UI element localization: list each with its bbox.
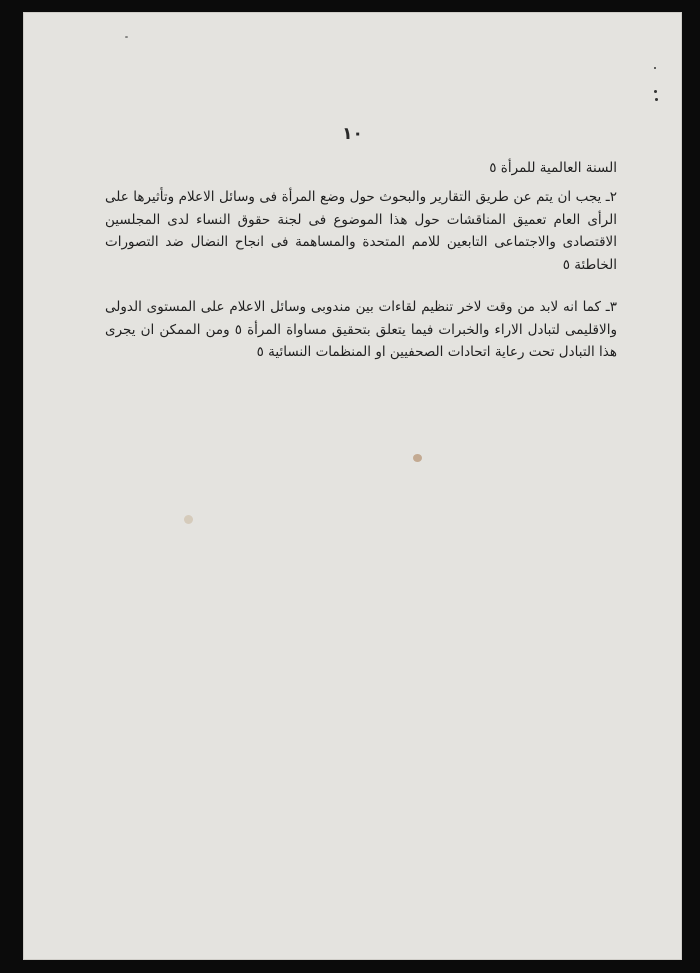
paper-stain — [413, 454, 422, 462]
document-page — [23, 12, 682, 960]
paper-stain — [184, 515, 193, 524]
margin-mark — [654, 90, 657, 93]
paragraph-3: ٣ـ كما انه لابد من وقت لاخر تنظيم لقاءات بين مندوبى وسائل الاعلام على المستوى الدولى والاقليمى لتبادل الاراء والخبرات فيما يتعلق بتحقيق مساواة المرأة ٥ ومن الممكن ان يجرى هذا التبادل تحت رعاية اتحادات الصحفيين او المنظمات النسائية ٥ — [105, 299, 617, 361]
section-heading: السنة العالمية للمرأة ٥ — [489, 160, 617, 176]
page-number: ١٠ — [342, 124, 363, 144]
paragraph-2: ٢ـ يجب ان يتم عن طريق التقارير والبحوث حول وضع المرأة فى وسائل الاعلام وتأثيرها على الرأى العام تعميق المناقشات حول هذا الموضوع فى لجنة حقوق النساء لدى المجلسين الاقتصادى والاجتماعى التابعين للامم المتحدة والمساهمة فى انجاح النضال ضد التصورات الخاطئة ٥ — [105, 189, 617, 273]
margin-mark — [654, 67, 656, 69]
paper-speck — [125, 36, 128, 38]
margin-mark — [655, 98, 658, 101]
